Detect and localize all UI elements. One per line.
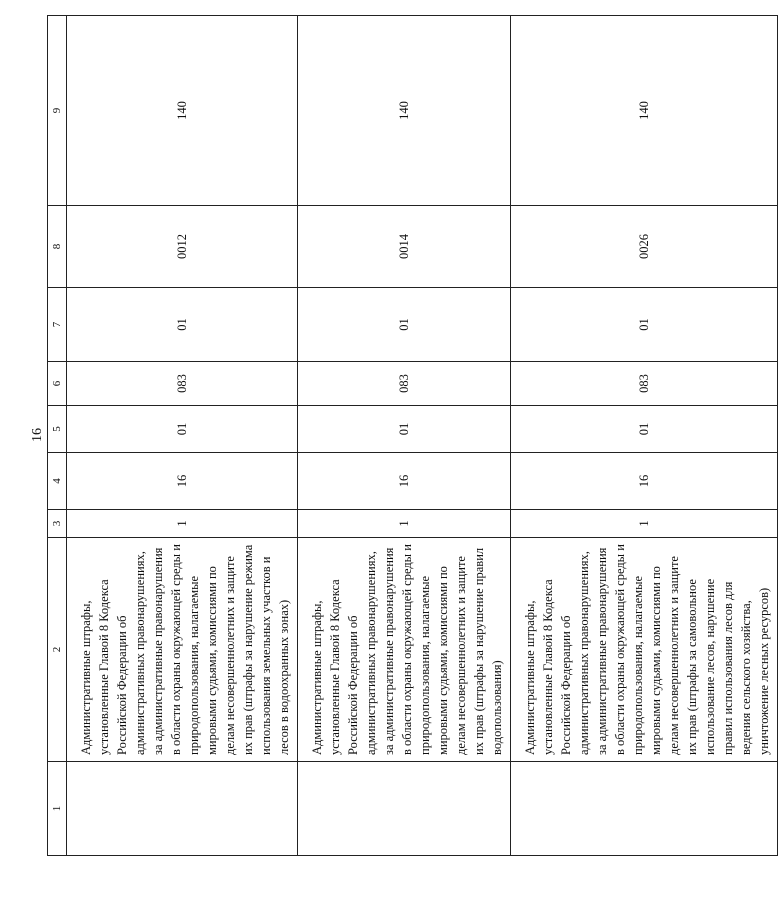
- article-code-value: 083: [397, 374, 411, 393]
- column-number-4: 4: [48, 453, 67, 510]
- subgroup-code-value: 01: [397, 422, 411, 436]
- revenue-code-table: [47, 15, 778, 856]
- classification-code-value: 140: [637, 101, 651, 120]
- table-row: [67, 16, 298, 856]
- subarticle-code-cell: [67, 288, 298, 362]
- classification-code-cell: [298, 16, 511, 206]
- fine-description-cell: Административные штрафы, установленные Главой 8 Кодекса Российской Федерации об административных правонарушениях, за административные правонарушения в области охраны окружающей среды и природопользования, налагаемые мировыми судьями, комиссиями по делам несовершеннолетних и защите их прав (штрафы за нарушение правил водопользования): [298, 538, 511, 762]
- group-code-cell: [67, 453, 298, 510]
- fine-description-cell: Административные штрафы, установленные Главой 8 Кодекса Российской Федерации об административных правонарушениях, за административные правонарушения в области охраны окружающей среды и природопользования, налагаемые мировыми судьями, комиссиями по делам несовершеннолетних и защите их прав (штрафы за самовольное использование лесов, нарушение правил использования лесов для ведения сельского хозяйства, уничтожение лесных ресурсов): [511, 538, 778, 762]
- subgroup-code-cell: [511, 406, 778, 453]
- article-code-cell: [511, 362, 778, 406]
- admin-code-cell: [298, 510, 511, 538]
- column-number-1: 1: [48, 762, 67, 856]
- classification-code-cell: [67, 16, 298, 206]
- group-code-cell: [298, 453, 511, 510]
- row-number-cell: [67, 762, 298, 856]
- admin-code-value: 1: [175, 520, 189, 527]
- admin-code-value: 1: [637, 520, 651, 527]
- article-code-cell: [298, 362, 511, 406]
- column-number-7: 7: [48, 288, 67, 362]
- group-code-cell: [511, 453, 778, 510]
- element-code-value: 0012: [175, 234, 189, 259]
- table-row: [511, 16, 778, 856]
- group-code-value: 16: [637, 474, 651, 488]
- column-number-3: 3: [48, 510, 67, 538]
- element-code-cell: [298, 206, 511, 288]
- subarticle-code-cell: [511, 288, 778, 362]
- subarticle-code-value: 01: [175, 318, 189, 331]
- admin-code-cell: [67, 510, 298, 538]
- element-code-cell: [511, 206, 778, 288]
- column-number-2: 2: [48, 538, 67, 762]
- classification-code-cell: [511, 16, 778, 206]
- element-code-cell: [67, 206, 298, 288]
- group-code-value: 16: [175, 474, 189, 488]
- article-code-value: 083: [637, 374, 651, 393]
- admin-code-value: 1: [397, 520, 411, 527]
- subgroup-code-cell: [67, 406, 298, 453]
- column-number-5: 5: [48, 406, 67, 453]
- fine-description-cell: Административные штрафы, установленные Главой 8 Кодекса Российской Федерации об административных правонарушениях, за административные правонарушения в области охраны окружающей среды и природопользования, налагаемые мировыми судьями, комиссиями по делам несовершеннолетних и защите их прав (штрафы за нарушение режима использования земельных участков и лесов в водоохранных зонах): [67, 538, 298, 762]
- element-code-value: 0014: [397, 234, 411, 259]
- subarticle-code-value: 01: [397, 318, 411, 331]
- classification-code-value: 140: [175, 101, 189, 120]
- article-code-cell: [67, 362, 298, 406]
- element-code-value: 0026: [637, 234, 651, 259]
- column-number-8: 8: [48, 206, 67, 288]
- subarticle-code-cell: [298, 288, 511, 362]
- subgroup-code-value: 01: [175, 422, 189, 436]
- article-code-value: 083: [175, 374, 189, 393]
- classification-code-value: 140: [397, 101, 411, 120]
- column-number-9: 9: [48, 16, 67, 206]
- admin-code-cell: [511, 510, 778, 538]
- subarticle-code-value: 01: [637, 318, 651, 331]
- group-code-value: 16: [397, 474, 411, 488]
- subgroup-code-value: 01: [637, 422, 651, 436]
- page-number: 16: [30, 428, 45, 442]
- table-row: [298, 16, 511, 856]
- column-number-6: 6: [48, 362, 67, 406]
- subgroup-code-cell: [298, 406, 511, 453]
- column-number-row: [48, 16, 67, 856]
- row-number-cell: [511, 762, 778, 856]
- row-number-cell: [298, 762, 511, 856]
